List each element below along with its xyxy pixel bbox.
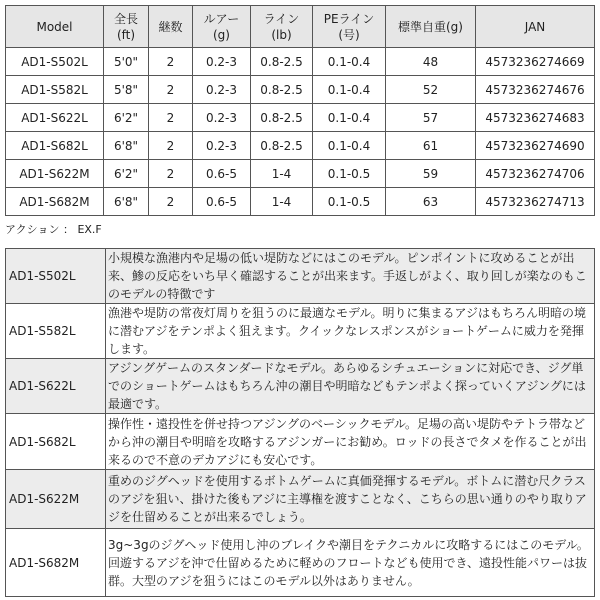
spec-row xyxy=(6,76,595,104)
spec-cell: AD1-S582L xyxy=(6,76,104,104)
spec-cell: 0.2-3 xyxy=(193,48,251,76)
spec-cell: 2 xyxy=(149,160,193,188)
spec-row xyxy=(6,132,595,160)
spec-cell: AD1-S622M xyxy=(6,160,104,188)
header-weight: 標準自重(g) xyxy=(386,6,476,48)
description-model: AD1-S502L xyxy=(6,249,106,304)
spec-cell: 2 xyxy=(149,48,193,76)
description-row xyxy=(6,249,595,304)
spec-cell: 2 xyxy=(149,104,193,132)
spec-cell: 0.8-2.5 xyxy=(251,76,313,104)
spec-cell: 0.6-5 xyxy=(193,188,251,216)
spec-cell: 59 xyxy=(386,160,476,188)
spec-cell: 0.6-5 xyxy=(193,160,251,188)
spec-cell: AD1-S622L xyxy=(6,104,104,132)
spec-cell: 4573236274669 xyxy=(476,48,595,76)
spec-cell: 0.1-0.4 xyxy=(313,132,386,160)
spec-cell: 0.2-3 xyxy=(193,132,251,160)
spec-cell: 4573236274683 xyxy=(476,104,595,132)
spec-cell: 57 xyxy=(386,104,476,132)
spec-cell: 5'0" xyxy=(104,48,149,76)
spec-row xyxy=(6,104,595,132)
spec-cell: 0.8-2.5 xyxy=(251,104,313,132)
spec-row xyxy=(6,160,595,188)
spec-header-row xyxy=(6,6,595,48)
spec-cell: 0.1-0.5 xyxy=(313,160,386,188)
spec-cell: 0.8-2.5 xyxy=(251,48,313,76)
spec-cell: 0.2-3 xyxy=(193,76,251,104)
description-text: 漁港や堤防の常夜灯周りを狙うのに最適なモデル。明りに集まるアジはもちろん明暗の境に潜むアジをテンポよく狙えます。クイックなレスポンスがショートゲームに威力を発揮します。 xyxy=(106,304,595,359)
spec-cell: AD1-S682L xyxy=(6,132,104,160)
spec-row xyxy=(6,188,595,216)
spec-cell: 0.1-0.4 xyxy=(313,104,386,132)
spec-cell: 5'8" xyxy=(104,76,149,104)
spec-cell: 0.8-2.5 xyxy=(251,132,313,160)
spec-cell: 0.1-0.5 xyxy=(313,188,386,216)
description-text: 操作性・遠投性を併せ持つアジングのベーシックモデル。足場の高い堤防やテトラ帯などから沖の潮目や明暗を攻略するアジンガーにお勧め。ロッドの長さでタメを作ることが出来るので不意のデカアジにも安心です。 xyxy=(106,414,595,470)
spec-cell: 2 xyxy=(149,188,193,216)
spec-cell: 6'2" xyxy=(104,160,149,188)
description-text: アジングゲームのスタンダードなモデル。あらゆるシチュエーションに対応でき、ジグ単でのショートゲームはもちろん沖の潮目や明暗などもテンポよく探っていくアジングには最適です。 xyxy=(106,359,595,414)
description-row xyxy=(6,359,595,414)
description-text: 重めのジグヘッドを使用するボトムゲームに真価発揮するモデル。ボトムに潜む尺クラスのアジを狙い、掛けた後もアジに主導権を渡すことなく、こちらの思い通りのやり取りアジを仕留めることが出来るでしょう。 xyxy=(106,470,595,529)
description-row xyxy=(6,414,595,470)
spec-cell: 4573236274706 xyxy=(476,160,595,188)
header-sections: 継数 xyxy=(149,6,193,48)
spec-cell: 6'2" xyxy=(104,104,149,132)
spec-cell: 61 xyxy=(386,132,476,160)
description-row xyxy=(6,529,595,597)
description-table xyxy=(5,248,595,597)
spec-cell: 2 xyxy=(149,76,193,104)
spec-cell: 52 xyxy=(386,76,476,104)
spec-cell: 0.2-3 xyxy=(193,104,251,132)
spec-cell: AD1-S682M xyxy=(6,188,104,216)
spec-cell: 48 xyxy=(386,48,476,76)
header-jan: JAN xyxy=(476,6,595,48)
header-length: 全長 (ft) xyxy=(104,6,149,48)
header-pe-line: PEライン (号) xyxy=(313,6,386,48)
spec-cell: 6'8" xyxy=(104,132,149,160)
description-model: AD1-S622M xyxy=(6,470,106,529)
spec-cell: 0.1-0.4 xyxy=(313,76,386,104)
description-row xyxy=(6,304,595,359)
description-text: 3g~3gのジグヘッド使用し沖のブレイクや潮目をテクニカルに攻略するにはこのモデル。回遊するアジを沖で仕留めるために軽めのフロートなども使用でき、遠投性能パワーは抜群。大型のアジを狙うにはこのモデル以外はありません。 xyxy=(106,529,595,597)
spec-cell: 4573236274713 xyxy=(476,188,595,216)
description-text: 小規模な漁港内や足場の低い堤防などにはこのモデル。ピンポイントに攻めることが出来、鯵の反応をいち早く確認することが出来ます。手返しがよく、取り回しが楽なのもこのモデルの特徴です xyxy=(106,249,595,304)
spec-cell: 0.1-0.4 xyxy=(313,48,386,76)
description-row xyxy=(6,470,595,529)
header-line: ライン (lb) xyxy=(251,6,313,48)
action-note: アクション ： EX.F xyxy=(5,223,102,236)
spec-cell: 4573236274690 xyxy=(476,132,595,160)
header-model: Model xyxy=(6,6,104,48)
spec-table xyxy=(5,5,595,216)
header-lure: ルアー (g) xyxy=(193,6,251,48)
spec-cell: 4573236274676 xyxy=(476,76,595,104)
description-model: AD1-S582L xyxy=(6,304,106,359)
spec-cell: 6'8" xyxy=(104,188,149,216)
spec-cell: 2 xyxy=(149,132,193,160)
spec-row xyxy=(6,48,595,76)
description-model: AD1-S682M xyxy=(6,529,106,597)
spec-cell: 1-4 xyxy=(251,188,313,216)
description-model: AD1-S622L xyxy=(6,359,106,414)
spec-cell: 1-4 xyxy=(251,160,313,188)
description-model: AD1-S682L xyxy=(6,414,106,470)
spec-cell: 63 xyxy=(386,188,476,216)
spec-cell: AD1-S502L xyxy=(6,48,104,76)
